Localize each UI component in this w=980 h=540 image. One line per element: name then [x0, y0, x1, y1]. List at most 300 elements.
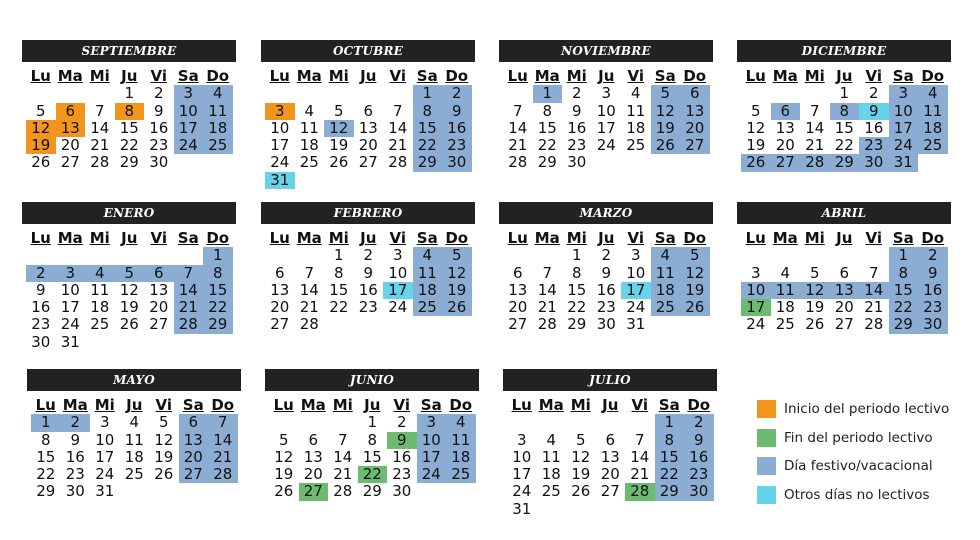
day-cell: 20: [508, 298, 528, 317]
day-cell: 3: [265, 103, 295, 120]
empty-cell: [299, 414, 329, 431]
day-cell: 28: [537, 315, 557, 334]
day-cell: 8: [889, 265, 919, 282]
empty-cell: [354, 85, 384, 102]
empty-cell: [328, 414, 358, 431]
day-cell: 3: [750, 263, 761, 282]
day-cell: 6: [144, 265, 174, 282]
weekday-header: Lu: [30, 67, 51, 85]
weekday-header: Ju: [360, 229, 377, 247]
day-cell: 24: [746, 315, 766, 334]
day-cell: 14: [630, 447, 650, 466]
weekday-header: Sa: [658, 396, 680, 414]
day-cell: 5: [158, 413, 169, 432]
weekday-header: Vi: [631, 396, 648, 414]
day-cell: 3: [630, 246, 641, 265]
weekday-header: Sa: [416, 229, 438, 247]
weekday-header: Sa: [892, 67, 914, 85]
month-title: JULIO: [503, 369, 717, 391]
weekday-header: Ma: [296, 229, 322, 247]
day-cell: 3: [392, 246, 403, 265]
day-cell: 9: [363, 263, 374, 282]
day-cell: 20: [775, 136, 795, 155]
day-cell: 27: [299, 483, 329, 500]
day-cell: 7: [208, 414, 238, 431]
day-cell: 11: [299, 118, 319, 137]
day-cell: 17: [60, 298, 80, 317]
day-cell: 9: [387, 432, 417, 449]
day-cell: 16: [65, 447, 85, 466]
day-cell: 10: [889, 103, 919, 120]
empty-cell: [596, 414, 626, 431]
day-cell: 12: [274, 447, 294, 466]
day-cell: 10: [512, 447, 532, 466]
day-cell: 16: [567, 118, 587, 137]
day-cell: 15: [362, 447, 382, 466]
day-cell: 19: [119, 298, 139, 317]
day-cell: 19: [746, 136, 766, 155]
day-cell: 12: [324, 120, 354, 137]
weekday-header: Lu: [30, 229, 51, 247]
day-cell: 6: [512, 263, 523, 282]
month-title: FEBRERO: [261, 202, 475, 224]
day-cell: 3: [99, 413, 110, 432]
empty-cell: [56, 247, 86, 264]
weekday-header: Lu: [269, 67, 290, 85]
empty-cell: [115, 247, 145, 264]
day-cell: 1: [571, 246, 582, 265]
day-cell: 20: [270, 298, 290, 317]
day-cell: 16: [149, 118, 169, 137]
weekday-header: Ma: [534, 229, 560, 247]
day-cell: 21: [537, 298, 557, 317]
day-cell: 13: [358, 118, 378, 137]
day-cell: 28: [864, 315, 884, 334]
day-cell: 26: [571, 482, 591, 501]
day-grid: [507, 397, 717, 518]
day-grid: [503, 230, 713, 334]
weekday-header: Lu: [745, 229, 766, 247]
day-cell: 12: [26, 120, 56, 137]
day-grid: [26, 68, 236, 172]
day-cell: 1: [889, 247, 919, 264]
day-cell: 25: [651, 299, 681, 316]
month-junio: [265, 369, 479, 501]
day-cell: 18: [775, 298, 795, 317]
empty-cell: [533, 247, 563, 264]
day-cell: 12: [746, 118, 766, 137]
day-cell: 1: [203, 247, 233, 264]
day-cell: 10: [596, 101, 616, 120]
day-cell: 23: [859, 137, 889, 154]
weekday-header: Mi: [566, 67, 587, 85]
day-cell: 1: [839, 84, 850, 103]
day-cell: 10: [388, 263, 408, 282]
weekday-header: Vi: [627, 67, 644, 85]
day-cell: 21: [90, 136, 110, 155]
day-cell: 10: [174, 103, 204, 120]
day-grid: [265, 230, 475, 334]
day-cell: 8: [830, 103, 860, 120]
day-cell: 15: [889, 282, 919, 299]
day-grid: [503, 68, 713, 172]
empty-cell: [800, 247, 830, 264]
day-cell: 1: [31, 414, 61, 431]
day-cell: 5: [680, 247, 710, 264]
day-cell: 7: [337, 430, 348, 449]
day-cell: 1: [333, 246, 344, 265]
day-cell: 25: [775, 315, 795, 334]
day-cell: 2: [601, 246, 612, 265]
day-cell: 27: [270, 315, 290, 334]
day-cell: 9: [70, 430, 81, 449]
weekday-header: Do: [687, 396, 711, 414]
day-cell: 25: [299, 153, 319, 172]
day-cell: 19: [329, 136, 349, 155]
day-cell: 31: [626, 315, 646, 334]
day-cell: 24: [95, 465, 115, 484]
day-cell: 15: [567, 280, 587, 299]
empty-cell: [26, 247, 56, 264]
weekday-header: Do: [683, 67, 707, 85]
day-cell: 9: [859, 103, 889, 120]
weekday-header: Sa: [654, 67, 676, 85]
legend-item-inicio: [757, 395, 949, 424]
weekday-header: Sa: [177, 67, 199, 85]
weekday-header: Ju: [364, 396, 381, 414]
day-cell: 9: [918, 265, 948, 282]
weekday-header: Mi: [89, 67, 110, 85]
day-cell: 10: [95, 430, 115, 449]
weekday-header: Lu: [273, 396, 294, 414]
legend-item-festivo: [757, 452, 949, 481]
day-cell: 10: [417, 432, 447, 449]
day-cell: 11: [541, 447, 561, 466]
empty-cell: [174, 247, 204, 264]
day-cell: 24: [417, 466, 447, 483]
day-cell: 8: [333, 263, 344, 282]
day-cell: 4: [651, 247, 681, 264]
weekday-header: Ma: [300, 396, 326, 414]
weekday-header: Ma: [62, 396, 88, 414]
day-cell: 7: [174, 265, 204, 282]
day-cell: 23: [65, 465, 85, 484]
legend-label: Día festivo/vacacional: [784, 458, 933, 475]
day-cell: 5: [442, 247, 472, 264]
day-cell: 30: [31, 332, 51, 351]
day-cell: 8: [571, 263, 582, 282]
empty-cell: [324, 85, 354, 102]
day-grid: [741, 68, 951, 172]
day-cell: 5: [809, 263, 820, 282]
weekday-header: Mi: [328, 67, 349, 85]
month-title: SEPTIEMBRE: [22, 40, 236, 62]
month-octubre: [261, 40, 475, 189]
day-cell: 9: [571, 101, 582, 120]
day-cell: 14: [174, 282, 204, 299]
weekday-header: Sa: [416, 67, 438, 85]
day-cell: 27: [149, 315, 169, 334]
weekday-header: Sa: [177, 229, 199, 247]
day-cell: 28: [90, 153, 110, 172]
day-cell: 22: [36, 465, 56, 484]
weekday-header: Lu: [511, 396, 532, 414]
day-cell: 27: [60, 153, 80, 172]
day-cell: 15: [834, 118, 854, 137]
day-cell: 21: [174, 299, 204, 316]
weekday-header: Ma: [534, 67, 560, 85]
day-grid: [265, 68, 475, 189]
day-cell: 25: [124, 465, 144, 484]
day-cell: 17: [889, 120, 919, 137]
weekday-header: Vi: [150, 67, 167, 85]
weekday-header: Do: [445, 229, 469, 247]
empty-cell: [56, 85, 86, 102]
day-cell: 12: [119, 280, 139, 299]
day-cell: 2: [61, 414, 91, 431]
day-cell: 23: [358, 298, 378, 317]
weekday-header: Do: [921, 67, 945, 85]
day-cell: 20: [358, 136, 378, 155]
day-cell: 19: [26, 137, 56, 154]
day-cell: 17: [621, 282, 651, 299]
day-cell: 9: [153, 101, 164, 120]
day-cell: 18: [918, 120, 948, 137]
weekday-header: Sa: [892, 229, 914, 247]
day-cell: 22: [358, 466, 388, 483]
day-cell: 3: [56, 265, 86, 282]
day-cell: 10: [270, 118, 290, 137]
day-cell: 5: [750, 101, 761, 120]
day-cell: 15: [36, 447, 56, 466]
day-cell: 27: [600, 482, 620, 501]
legend-label: Fin del periodo lectivo: [784, 429, 933, 446]
day-cell: 16: [392, 447, 412, 466]
day-cell: 22: [119, 136, 139, 155]
weekday-header: Mi: [570, 396, 591, 414]
day-cell: 31: [60, 332, 80, 351]
day-cell: 20: [834, 298, 854, 317]
day-cell: 20: [60, 136, 80, 155]
day-cell: 16: [684, 449, 714, 466]
day-cell: 28: [800, 154, 830, 171]
day-cell: 18: [124, 447, 144, 466]
day-cell: 22: [655, 466, 685, 483]
weekday-header: Ju: [598, 67, 615, 85]
legend-swatch-green: [757, 429, 776, 447]
month-title: MAYO: [27, 369, 241, 391]
day-cell: 12: [680, 265, 710, 282]
day-cell: 30: [392, 482, 412, 501]
day-cell: 12: [571, 447, 591, 466]
day-cell: 11: [446, 432, 476, 449]
day-cell: 12: [442, 265, 472, 282]
day-cell: 27: [508, 315, 528, 334]
day-cell: 12: [800, 282, 830, 299]
day-cell: 9: [684, 432, 714, 449]
day-cell: 30: [65, 482, 85, 501]
empty-cell: [566, 414, 596, 431]
day-cell: 13: [508, 280, 528, 299]
day-cell: 14: [333, 447, 353, 466]
day-cell: 6: [308, 430, 319, 449]
weekday-header: Mi: [804, 67, 825, 85]
day-cell: 29: [537, 153, 557, 172]
weekday-header: Ju: [360, 67, 377, 85]
day-cell: 30: [596, 315, 616, 334]
day-cell: 13: [303, 447, 323, 466]
day-cell: 11: [90, 280, 110, 299]
day-cell: 14: [859, 282, 889, 299]
day-cell: 24: [626, 298, 646, 317]
month-septiembre: [22, 40, 236, 172]
empty-cell: [503, 247, 533, 264]
weekday-header: Lu: [269, 229, 290, 247]
day-cell: 23: [31, 315, 51, 334]
legend: [757, 395, 949, 509]
day-cell: 31: [512, 499, 532, 518]
day-cell: 7: [634, 430, 645, 449]
day-cell: 28: [333, 482, 353, 501]
day-cell: 2: [918, 247, 948, 264]
day-cell: 10: [741, 282, 771, 299]
day-cell: 4: [304, 101, 315, 120]
legend-swatch-orange: [757, 400, 776, 418]
day-cell: 7: [542, 263, 553, 282]
day-cell: 4: [413, 247, 443, 264]
day-cell: 29: [36, 482, 56, 501]
day-cell: 15: [655, 449, 685, 466]
day-cell: 14: [508, 118, 528, 137]
day-cell: 18: [203, 120, 233, 137]
day-cell: 11: [203, 103, 233, 120]
weekday-header: Ma: [772, 67, 798, 85]
day-cell: 17: [417, 449, 447, 466]
month-febrero: [261, 202, 475, 334]
day-cell: 29: [830, 154, 860, 171]
day-cell: 28: [174, 316, 204, 333]
day-cell: 13: [775, 118, 795, 137]
day-cell: 14: [90, 118, 110, 137]
day-cell: 5: [278, 430, 289, 449]
weekday-header: Vi: [150, 229, 167, 247]
day-cell: 29: [889, 316, 919, 333]
weekday-header: Do: [206, 229, 230, 247]
weekday-header: Lu: [35, 396, 56, 414]
day-cell: 19: [680, 282, 710, 299]
weekday-header: Mi: [328, 229, 349, 247]
day-cell: 3: [889, 85, 919, 102]
day-cell: 15: [203, 282, 233, 299]
day-cell: 21: [388, 136, 408, 155]
day-cell: 5: [575, 430, 586, 449]
weekday-header: Vi: [393, 396, 410, 414]
day-cell: 2: [26, 265, 56, 282]
empty-cell: [85, 85, 115, 102]
day-cell: 6: [680, 85, 710, 102]
weekday-header: Ma: [57, 67, 83, 85]
month-marzo: [499, 202, 713, 334]
day-cell: 27: [358, 153, 378, 172]
day-cell: 16: [358, 280, 378, 299]
day-cell: 26: [274, 482, 294, 501]
weekday-header: Vi: [627, 229, 644, 247]
day-cell: 9: [442, 103, 472, 120]
empty-cell: [295, 85, 325, 102]
day-cell: 30: [918, 316, 948, 333]
day-grid: [741, 230, 951, 334]
weekday-header: Do: [445, 67, 469, 85]
month-mayo: [27, 369, 241, 501]
day-cell: 29: [655, 483, 685, 500]
day-cell: 17: [596, 118, 616, 137]
day-cell: 26: [329, 153, 349, 172]
day-cell: 6: [274, 263, 285, 282]
day-cell: 7: [304, 263, 315, 282]
weekday-header: Mi: [89, 229, 110, 247]
weekday-header: Do: [683, 229, 707, 247]
day-cell: 8: [655, 432, 685, 449]
month-title: OCTUBRE: [261, 40, 475, 62]
day-cell: 3: [516, 430, 527, 449]
weekday-header: Vi: [389, 229, 406, 247]
day-cell: 25: [90, 315, 110, 334]
day-cell: 30: [442, 154, 472, 171]
day-cell: 16: [918, 282, 948, 299]
day-cell: 15: [329, 280, 349, 299]
day-cell: 19: [154, 447, 174, 466]
day-cell: 29: [203, 316, 233, 333]
day-cell: 25: [541, 482, 561, 501]
day-cell: 28: [388, 153, 408, 172]
day-cell: 30: [859, 154, 889, 171]
day-cell: 29: [567, 315, 587, 334]
day-cell: 22: [203, 299, 233, 316]
day-cell: 3: [601, 84, 612, 103]
day-cell: 3: [417, 414, 447, 431]
day-cell: 6: [179, 414, 209, 431]
weekday-header: Mi: [566, 229, 587, 247]
day-grid: [31, 397, 241, 501]
empty-cell: [295, 247, 325, 264]
day-cell: 7: [868, 263, 879, 282]
weekday-header: Ma: [538, 396, 564, 414]
weekday-header: Ju: [126, 396, 143, 414]
day-cell: 24: [174, 137, 204, 154]
empty-cell: [741, 85, 771, 102]
month-enero: [22, 202, 236, 351]
day-cell: 8: [542, 101, 553, 120]
month-title: ABRIL: [737, 202, 951, 224]
month-noviembre: [499, 40, 713, 172]
day-cell: 21: [805, 136, 825, 155]
day-cell: 2: [153, 84, 164, 103]
day-cell: 12: [154, 430, 174, 449]
day-cell: 11: [918, 103, 948, 120]
legend-swatch-cyan: [757, 486, 776, 504]
weekday-header: Do: [211, 396, 235, 414]
day-cell: 29: [362, 482, 382, 501]
day-grid: [26, 230, 236, 351]
day-cell: 13: [680, 103, 710, 120]
day-cell: 19: [651, 120, 681, 137]
day-cell: 24: [60, 315, 80, 334]
day-cell: 1: [413, 85, 443, 102]
day-cell: 2: [396, 413, 407, 432]
empty-cell: [741, 247, 771, 264]
empty-cell: [383, 85, 413, 102]
day-cell: 20: [303, 465, 323, 484]
